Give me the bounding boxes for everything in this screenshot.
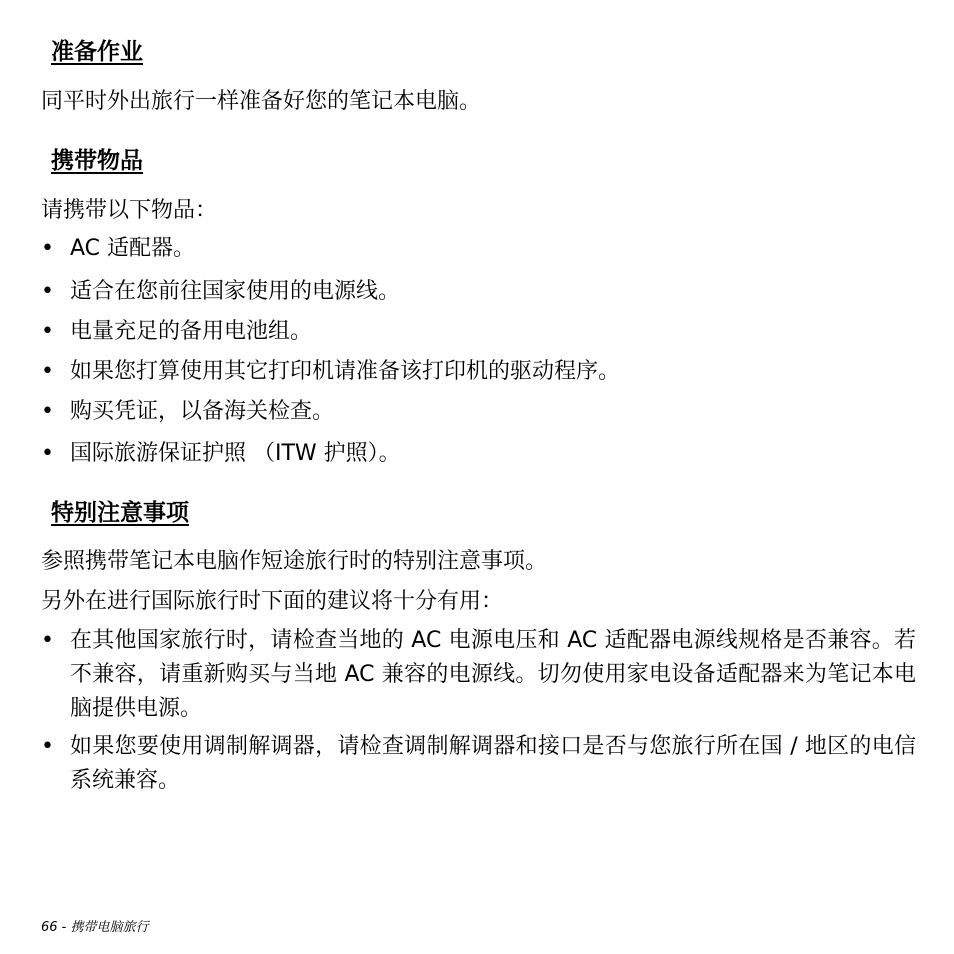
list-item <box>41 232 916 266</box>
carry-intro: 请携带以下物品： <box>41 198 218 223</box>
list-item <box>41 624 916 726</box>
bullet-icon: • <box>41 359 54 384</box>
list-item-text: 电量充足的备用电池组。 <box>70 319 313 344</box>
list-item <box>41 355 916 389</box>
bullet-icon: • <box>41 441 54 466</box>
list-item-text: 如果您打算使用其它打印机请准备该打印机的驱动程序。 <box>70 359 621 384</box>
special-para-2: 另外在进行国际旅行时下面的建议将十分有用： <box>41 589 504 614</box>
list-item <box>41 730 916 798</box>
page-footer: 66 - 携带电脑旅行 <box>41 920 149 935</box>
preparation-text: 同平时外出旅行一样准备好您的笔记本电脑。 <box>41 89 482 114</box>
list-item <box>41 437 916 471</box>
list-item-text: 适合在您前往国家使用的电源线。 <box>70 279 401 304</box>
bullet-icon: • <box>41 628 54 653</box>
heading-special-notes: 特别注意事项 <box>51 500 189 526</box>
bullet-icon: • <box>41 319 54 344</box>
bullet-icon: • <box>41 236 54 261</box>
list-item-text: 在其他国家旅行时，请检查当地的 AC 电源电压和 AC 适配器电源线规格是否兼容。若不兼容，请重新购买与当地 AC 兼容的电源线。切勿使用家电设备适配器来为笔记本电脑提供电源。 <box>70 628 916 721</box>
heading-preparation: 准备作业 <box>51 39 143 65</box>
list-item-text: 国际旅游保证护照 （ITW 护照）。 <box>70 441 401 466</box>
bullet-icon: • <box>41 279 54 304</box>
list-item-text: AC 适配器。 <box>70 236 196 261</box>
special-para-1: 参照携带笔记本电脑作短途旅行时的特别注意事项。 <box>41 549 548 574</box>
list-item-text: 如果您要使用调制解调器，请检查调制解调器和接口是否与您旅行所在国 / 地区的电信系统兼容。 <box>70 734 916 793</box>
list-item-text: 购买凭证，以备海关检查。 <box>70 399 335 424</box>
bullet-icon: • <box>41 399 54 424</box>
list-item <box>41 395 916 429</box>
bullet-icon: • <box>41 734 54 759</box>
heading-carry-items: 携带物品 <box>51 148 143 174</box>
list-item <box>41 275 916 309</box>
list-item <box>41 315 916 349</box>
